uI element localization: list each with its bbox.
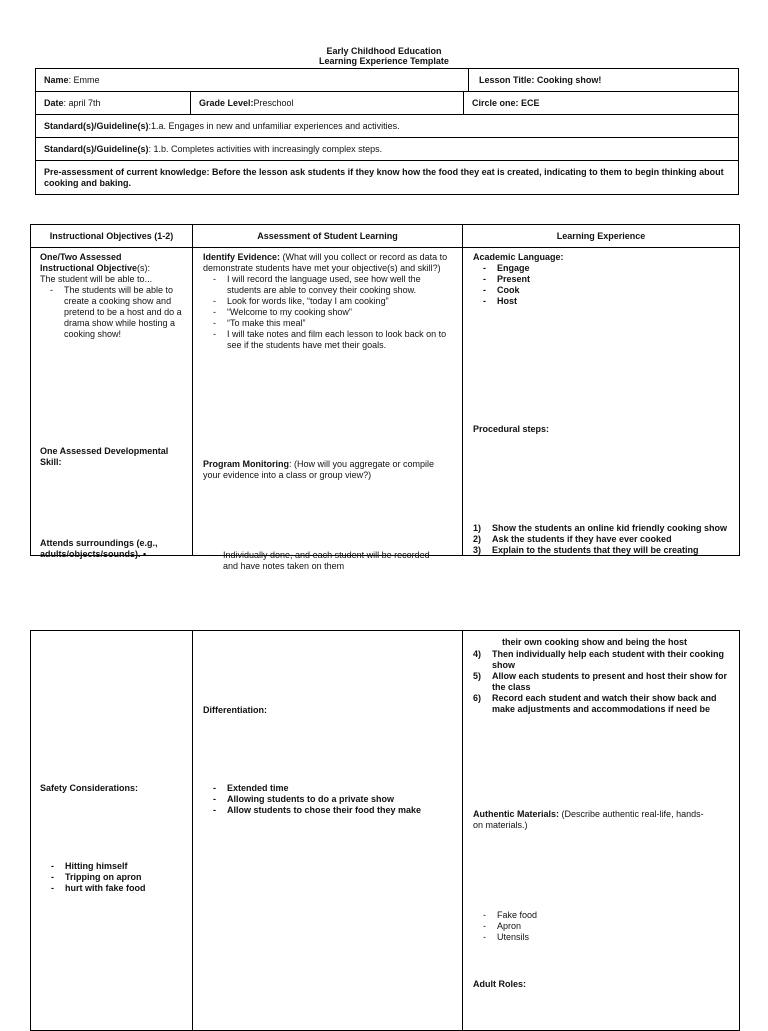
evidence-item: - “To make this meal” — [209, 318, 451, 329]
experience-continued-cell — [463, 631, 740, 1031]
title-line-2: Learning Experience Template — [319, 56, 449, 66]
date-label: Date — [44, 98, 64, 108]
title-line-1: Early Childhood Education — [326, 46, 442, 56]
monitoring-text: : (How will you aggregate or compile your evidence into a class or group view?) — [203, 459, 435, 480]
materials-label: Authentic Materials: — [473, 809, 560, 819]
grade-value: Preschool — [253, 98, 294, 108]
academic-term: - Engage — [479, 263, 728, 274]
academic-term: - Present — [479, 274, 728, 285]
procedural-step-continuation: their own cooking show and being the host — [502, 637, 688, 647]
info-table — [35, 68, 739, 92]
evidence-item: - Look for words like, “today I am cooking” — [209, 296, 451, 307]
differentiation-heading: Differentiation: — [203, 705, 267, 715]
objectives-heading-1: One/Two Assessed — [40, 252, 122, 262]
name-value: : Emme — [68, 75, 100, 85]
assessment-cell — [193, 248, 463, 571]
procedural-steps-list-continued — [463, 649, 731, 715]
objectives-list — [40, 285, 188, 340]
lesson-title: Lesson Title: Cooking show! — [479, 75, 602, 85]
adult-roles-heading: Adult Roles: — [473, 979, 526, 989]
academic-term: - Cook — [479, 285, 728, 296]
objectives-intro: The student will be able to... — [40, 274, 153, 284]
procedural-steps-list — [463, 523, 731, 556]
academic-term: - Host — [479, 296, 728, 307]
developmental-skill-text: Attends surroundings (e.g., adults/objects/sounds). • — [40, 538, 158, 559]
grade-cell — [191, 92, 464, 115]
material-item: - Apron — [479, 921, 679, 932]
column-header-assessment: Assessment of Student Learning — [193, 225, 463, 248]
evidence-label: Identify Evidence: — [203, 252, 281, 262]
info-table-row2 — [35, 91, 739, 195]
standard-1-cell — [36, 115, 739, 138]
differentiation-item: - Allowing students to do a private show — [209, 794, 454, 805]
name-label: Name — [44, 75, 69, 85]
column-header-objectives: Instructional Objectives (1-2) — [31, 225, 193, 248]
column-header-experience: Learning Experience — [463, 225, 740, 248]
evidence-text: (What will you collect or record as data to demonstrate students have met your objective(s) and skill?) — [203, 252, 448, 273]
materials-text: (Describe authentic real-life, hands-on materials.) — [473, 809, 704, 830]
procedural-step: 2) Ask the students if they have ever cooked — [473, 534, 672, 544]
evidence-list — [203, 274, 451, 351]
procedural-step: 1) Show the students an online kid friendly cooking show — [473, 523, 728, 533]
preassessment-cell — [36, 161, 739, 195]
objective-item: - The students will be able to create a cooking show and pretend to be a host and do a drama show while hosting a cooking show! — [46, 285, 188, 340]
differentiation-item: - Extended time — [209, 783, 454, 794]
procedural-steps-heading: Procedural steps: — [473, 424, 550, 434]
safety-cell — [31, 631, 193, 1031]
circle-cell — [464, 92, 739, 115]
standard-2-cell — [36, 138, 739, 161]
developmental-skill-heading: One Assessed Developmental Skill: — [40, 446, 169, 467]
objectives-heading-2: Instructional Objective — [40, 263, 138, 273]
material-item: - Fake food — [479, 910, 679, 921]
safety-item: - Tripping on apron — [47, 872, 187, 883]
preassessment-text: Pre-assessment of current knowledge: Before the lesson ask students if they know how the food they eat is created, indicating to them to begin thinking about cooking and baking. — [44, 167, 724, 188]
date-value: : april 7th — [63, 98, 101, 108]
material-item: - Utensils — [479, 932, 679, 943]
safety-item: - Hitting himself — [47, 861, 187, 872]
evidence-item: - “Welcome to my cooking show” — [209, 307, 451, 318]
lesson-table-continued — [30, 630, 740, 1031]
name-cell — [36, 69, 469, 92]
experience-cell — [463, 248, 740, 556]
procedural-step: 6) Record each student and watch their show back and make adjustments and accommodations if need be — [473, 693, 717, 714]
procedural-step: 4) Then individually help each student with their cooking show — [473, 649, 725, 670]
objectives-cell — [31, 248, 193, 559]
grade-label: Grade Level: — [199, 98, 254, 108]
standard-2-value: : 1.b. Completes activities with increasingly complex steps. — [148, 144, 383, 154]
document-title — [0, 46, 768, 66]
procedural-step: 5) Allow each students to present and host their show for the class — [473, 671, 728, 692]
standard-2-label: Standard(s)/Guideline(s) — [44, 144, 149, 154]
date-cell — [36, 92, 191, 115]
evidence-item: - I will take notes and film each lesson to look back on to see if the students have met their goals. — [209, 329, 451, 351]
monitoring-item: - Individually done, and each student will be recorded and have notes taken on them — [203, 550, 433, 572]
standard-1-label: Standard(s)/Guideline(s) — [44, 121, 149, 131]
monitoring-list — [203, 550, 433, 572]
safety-item: - hurt with fake food — [47, 883, 187, 894]
academic-language-list — [473, 263, 728, 307]
lesson-title-cell — [469, 69, 739, 92]
safety-list — [47, 861, 187, 894]
standard-1-value: :1.a. Engages in new and unfamiliar experiences and activities. — [148, 121, 400, 131]
evidence-item: - I will record the language used, see how well the students are able to convey their cooking show. — [209, 274, 451, 296]
differentiation-item: - Allow students to chose their food they make — [209, 805, 454, 816]
differentiation-cell — [193, 631, 463, 1031]
monitoring-label: Program Monitoring — [203, 459, 289, 469]
academic-language-label: Academic Language: — [473, 252, 564, 262]
lesson-table — [30, 224, 740, 571]
objectives-heading-2-tail: (s): — [137, 263, 151, 273]
differentiation-list — [209, 783, 454, 816]
materials-list — [479, 910, 679, 943]
procedural-step: 3) Explain to the students that they will be creating — [473, 545, 699, 555]
safety-heading: Safety Considerations: — [40, 783, 139, 793]
circle-one: Circle one: ECE — [472, 98, 540, 108]
